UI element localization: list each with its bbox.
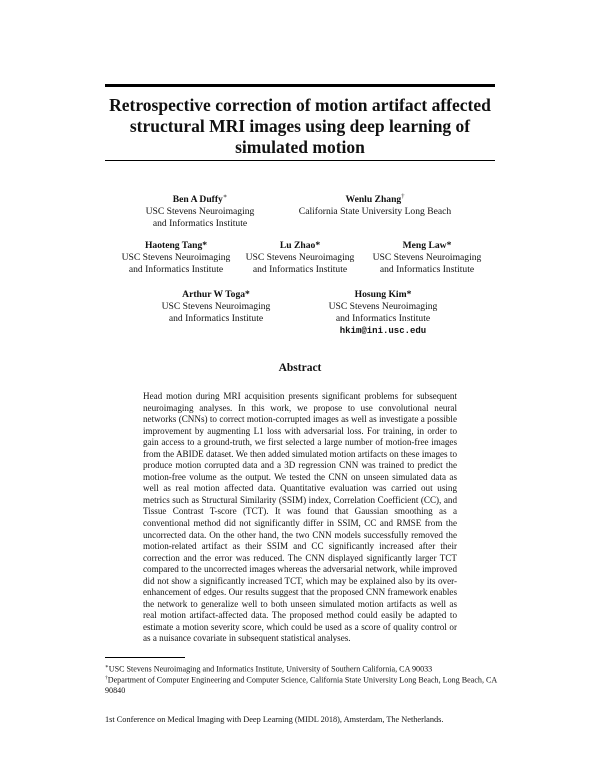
author-affiliation-line: USC Stevens Neuroimaging bbox=[328, 301, 438, 312]
author-name: Meng Law* bbox=[402, 240, 452, 251]
author-name: Arthur W Toga* bbox=[182, 289, 250, 300]
author-affiliation-line: California State University Long Beach bbox=[298, 206, 452, 218]
title-top-rule bbox=[105, 84, 495, 87]
paper-title: Retrospective correction of motion artifact affected structural MRI images using deep learning of simulated motion bbox=[109, 95, 491, 157]
title-bottom-rule bbox=[105, 160, 495, 161]
author-name: Ben A Duffy∗ bbox=[172, 193, 228, 206]
author-block bbox=[145, 289, 287, 325]
author-name: Haoteng Tang* bbox=[144, 240, 208, 251]
footnote: ∗USC Stevens Neuroimaging and Informatics Institute, University of Southern California, CA 90033 bbox=[105, 664, 433, 674]
author-email[interactable]: hkim@ini.usc.edu bbox=[339, 326, 427, 336]
abstract-body: Head motion during MRI acquisition presents significant problems for subsequent neuroimaging analyses. In this work, we propose to use convolutional neural networks (CNNs) to correct motion-corrupted images as well as investigate a possible improvement by augmenting L1 loss with adversarial loss. For training, in order to gain access to a ground-truth, we first selected a large number of motion-free images from the ABIDE dataset. We then added simulated motion artifacts on these images to produce motion corrupted data and a 3D regression CNN was trained to predict the motion-free volume as the output. We tested the CNN on unseen simulated data as well as real motion affected data. Quantitative evaluation was carried out using metrics such as Structural Similarity (SSIM) index, Correlation Coefficient (CC), and Tissue Contrast T-score (TCT). It was found that Gaussian smoothing as a conventional method did not significantly differ in SSIM, CC and RMSE from the uncorrected data. On the other hand, the two CNN models successfully removed the motion-related artifact as their SSIM and CC significantly increased after their correction and the error was reduced. The CNN displayed significantly larger TCT compared to the uncorrected images whereas the adversarial network, while improved did not show a significantly increased TCT, which may be explained also by its over-enhancement of edges. Our results suggest that the proposed CNN framework enables the network to generalize well to both unseen simulated motion artifacts as well as real motion artifact-affected data. The proposed method could easily be adapted to estimate a motion severity score, which could be used as a score of quality control or as a nuisance covariate in subsequent statistical analyses. bbox=[143, 391, 457, 644]
abstract-heading: Abstract bbox=[278, 362, 322, 374]
author-block bbox=[229, 240, 371, 276]
footnote: †Department of Computer Engineering and Computer Science, California State University Long Beach, Long Beach, CA 90840 bbox=[105, 675, 497, 695]
author-block bbox=[130, 191, 270, 230]
author-affiliation-line: and Informatics Institute bbox=[335, 313, 431, 324]
author-affiliation-line: USC Stevens Neuroimaging bbox=[145, 206, 255, 218]
author-affiliation-line: USC Stevens Neuroimaging bbox=[372, 252, 482, 263]
footnote-rule bbox=[105, 657, 185, 658]
author-block bbox=[282, 191, 468, 218]
venue-footer: 1st Conference on Medical Imaging with Deep Learning (MIDL 2018), Amsterdam, The Netherlands. bbox=[105, 715, 444, 724]
author-name: Lu Zhao* bbox=[279, 240, 321, 251]
author-affiliation-line: USC Stevens Neuroimaging bbox=[121, 252, 231, 263]
author-block bbox=[356, 240, 498, 276]
author-affiliation-line: and Informatics Institute bbox=[128, 264, 224, 275]
author-affiliation-line: USC Stevens Neuroimaging bbox=[245, 252, 355, 263]
author-affiliation-line: and Informatics Institute bbox=[168, 313, 264, 324]
author-affiliation-line: and Informatics Institute bbox=[252, 264, 348, 275]
author-affiliation-line: and Informatics Institute bbox=[379, 264, 475, 275]
author-name: Hosung Kim* bbox=[354, 289, 412, 300]
author-block bbox=[105, 240, 247, 276]
author-block bbox=[312, 289, 454, 337]
author-affiliation-line: and Informatics Institute bbox=[152, 218, 248, 230]
author-name: Wenlu Zhang† bbox=[345, 193, 405, 206]
author-affiliation-line: USC Stevens Neuroimaging bbox=[161, 301, 271, 312]
